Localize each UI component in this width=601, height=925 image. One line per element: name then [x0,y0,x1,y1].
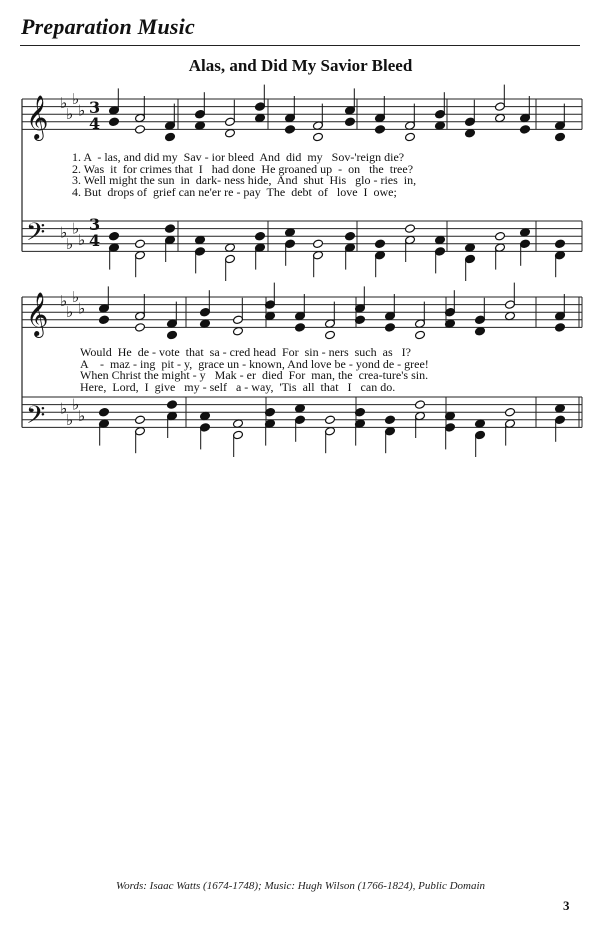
note-head [385,323,396,333]
flat-sign: ♭ [78,407,86,425]
note-head [295,323,306,333]
system1-lyric-line: 4. But drops of grief can ne'er re - pay The debt of love I owe; [72,184,397,199]
note-head [345,117,356,127]
note-head [255,231,266,241]
flat-sign: ♭ [60,291,68,310]
page-number: 3 [563,898,570,913]
flat-sign: ♭ [66,410,74,429]
system2-lyric-line: Would He de - vote that sa - cred head For sin - ners such as I? [80,345,411,359]
note-head [135,323,146,333]
note-head [313,239,324,249]
note-head [109,117,120,127]
note-head [405,224,416,234]
flat-sign: ♭ [78,299,86,318]
note-head [109,231,120,241]
note-head [495,231,506,241]
note-head [385,415,396,425]
flat-sign: ♭ [66,105,74,124]
flat-sign: ♭ [78,231,86,249]
footer-credit: Words: Isaac Watts (1674-1748); Music: Hugh Wilson (1766-1824), Public Domain [115,880,486,892]
system1-lyric-line: 2. Was it for crimes that I had done He groaned up - on the tree? [72,161,414,176]
note-head [135,125,146,135]
note-head [99,315,110,325]
note-head [165,132,176,142]
note-head [555,132,566,142]
note-head [325,415,336,425]
note-head [405,132,416,142]
flat-sign: ♭ [66,234,74,253]
note-head [99,407,110,417]
treble-clef-1: 𝄞 [26,95,49,139]
system2-lyric-line: Here, Lord, I give my - self a - way, 'Tis all that I can do. [80,379,396,394]
flat-sign: ♭ [60,399,68,418]
flat-sign: ♭ [72,90,80,108]
note-head [520,125,531,135]
note-head [167,400,178,410]
flat-sign: ♭ [72,219,80,238]
note-head [135,415,146,425]
flat-sign: ♭ [72,395,80,414]
system1-lyric-line: 3. Well might the sun in dark- ness hide, And shut His glo - ries in, [72,173,417,187]
note-head [135,239,146,249]
note-head [325,330,336,340]
note-head [375,239,386,249]
treble-clef-2: 𝄞 [26,292,49,336]
note-head [555,239,566,249]
flat-sign: ♭ [60,93,68,112]
note-head [555,323,566,333]
bass-clef-2: 𝄢 [26,401,46,436]
section-title: Preparation Music [21,14,195,39]
bass-clef-1: 𝄢 [26,218,46,253]
flat-sign: ♭ [60,223,68,242]
system2-lyric-line: A - maz - ing pit - y, grace un - known, And love be - yond de - gree! [80,356,429,371]
flat-sign: ♭ [72,288,80,306]
note-head [415,400,426,410]
note-head [415,330,426,340]
note-head [313,132,324,142]
note-head [375,125,386,135]
flat-sign: ♭ [78,101,86,120]
note-head [167,330,178,340]
note-head [165,224,176,234]
hymn-title: Alas, and Did My Savior Bleed [188,56,413,75]
flat-sign: ♭ [66,303,74,322]
time-sig-bottom-bass: 4 [89,231,101,250]
system1-lyric-line: 1. A - las, and did my Sav - ior bleed And did my Sov-'reign die? [72,150,405,164]
note-head [345,231,356,241]
note-head [505,407,516,417]
system2-lyric-line: When Christ the might - y Mak - er died For man, the crea-ture's sin. [80,368,429,382]
time-sig-top-treble: 3 [89,98,101,117]
note-head [285,125,296,135]
time-sig-top-bass: 3 [89,215,101,234]
time-sig-bottom-treble: 4 [89,114,101,133]
